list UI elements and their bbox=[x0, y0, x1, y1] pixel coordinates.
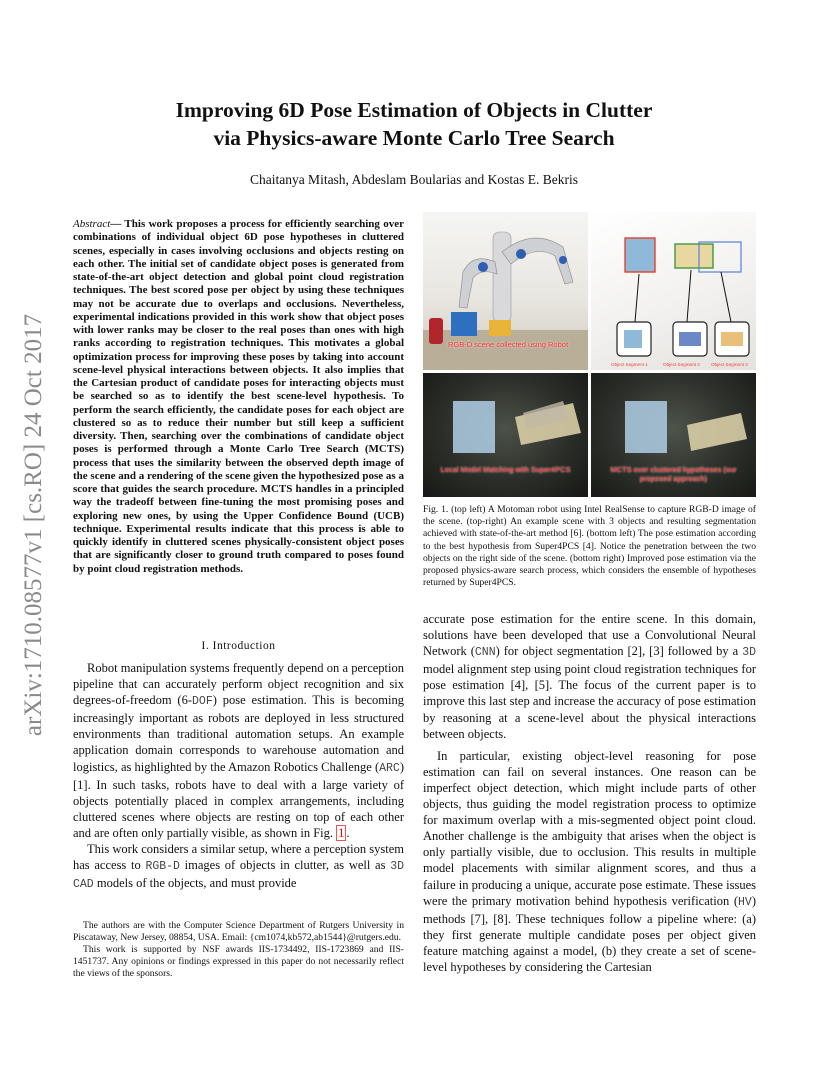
title-line-1: Improving 6D Pose Estimation of Objects in Clutter bbox=[175, 98, 653, 122]
abstract bbox=[73, 218, 404, 576]
arxiv-stamp bbox=[14, 290, 54, 760]
acronym-3d: 3D bbox=[742, 646, 756, 660]
acronym-3d-cad: 3D CAD bbox=[73, 860, 404, 892]
figure-1 bbox=[423, 212, 756, 497]
segment-label-1: Object Segment 1 bbox=[611, 362, 648, 367]
super4pcs-illustration bbox=[423, 373, 588, 497]
right-paragraph-1: accurate pose estimation for the entire scene. In this domain, solutions have been developed that use a Convolutional Neural Network (CNN) for object segmentation [2], [3] followed by a 3D model alignment step using point cloud registration techniques for pose estimation [4], [5]. The focus of the current paper is to improve this last step and increase the accuracy of pose estimation by reasoning at a scene-level about the physical interactions between objects. bbox=[423, 612, 756, 741]
acronym-rgbd: RGB-D bbox=[145, 860, 180, 874]
arxiv-stamp-text: arXiv:1710.08577v1 [cs.RO] 24 Oct 2017 bbox=[20, 313, 47, 737]
figure-panel-segmentation bbox=[591, 212, 756, 370]
intro-paragraph-1: Robot manipulation systems frequently depend on a perception pipeline that can accurately perform object recognition and six degrees-of-freedom (6-DOF) pose estimation. This is becoming increasingly important as robots are deployed in less structured environments than traditional automation setups. An example application domain corresponds to warehouse automation and logistics, as highlighted by the Amazon Robotics Challenge (ARC) [1]. In such tasks, robots have to deal with a large variety of objects potentially placed in complex arrangements, including cluttered scenes where objects are resting on top of each other and are often only partially visible, as shown in Fig. 1 . bbox=[73, 661, 404, 840]
acronym-dof: DOF bbox=[192, 695, 213, 709]
acronym-arc: ARC bbox=[379, 761, 400, 775]
panel-robot-label: RGB-D scene collected using Robot bbox=[447, 340, 569, 349]
panel-mcts-label: MCTS over clustered hypotheses (our proposed approach) bbox=[610, 465, 737, 483]
intro-text-right bbox=[423, 611, 756, 975]
acronym-cnn: CNN bbox=[474, 646, 496, 660]
footnotes bbox=[73, 920, 404, 980]
figure-1-link[interactable]: 1 bbox=[338, 825, 345, 840]
segment-label-2: Object Segment 2 bbox=[663, 362, 700, 367]
right-paragraph-2: In particular, existing object-level reasoning for pose estimation can fail on several instances. One reason can be imperfect object detection, which might include parts of other objects, thus guiding the model registration process to optimize for maximum overlap with a mis-segmented object point cloud. Another challenge is the ambiguity that arises when the object is only partially visible, due to occlusion. This results in multiple model placements with similar alignment scores, and thus a failure in producing a unique, accurate pose estimate. These issues were the primary motivation behind hypothesis verification (HV) methods [7], [8]. These techniques follow a pipeline where: (a) they first generate multiple candidate poses per object given feature matching against a model, (b) they create a set of scene-level hypotheses by considering the Cartesian bbox=[423, 748, 756, 974]
paper-title bbox=[60, 96, 768, 152]
section-heading-introduction: I. Introduction bbox=[201, 640, 276, 652]
segment-label-3: Object Segment 3 bbox=[711, 362, 748, 367]
segmentation-illustration bbox=[591, 212, 756, 370]
abstract-label: Abstract bbox=[73, 218, 111, 230]
figure-panel-mcts bbox=[591, 373, 756, 497]
footnote-affiliation: The authors are with the Computer Science Department of Rutgers University in Piscataway, New Jersey, 08854, USA. Email: {cm1074,kb572,ab1544}@rutgers.edu. bbox=[73, 920, 404, 943]
figure-panel-robot bbox=[423, 212, 588, 370]
acronym-hv: HV bbox=[738, 895, 752, 909]
panel-super4pcs-label: Local Model Matching with Super4PCS bbox=[440, 465, 571, 474]
intro-text-left bbox=[73, 660, 404, 893]
title-line-2: via Physics-aware Monte Carlo Tree Search bbox=[213, 126, 615, 150]
figure-1-caption: Fig. 1. (top left) A Motoman robot using Intel RealSense to capture RGB-D image of the scene. (top-right) An example scene with 3 objects and resulting segmentation achieved with state-of-the-art method [6]. (bottom left) The pose estimation according to the best hypothesis from Super4PCS [4]. Notice the penetration between the two objects on the right side of the scene. (bottom right) Improved pose estimation via the proposed physics-aware search process, which considers the ensemble of hypotheses returned by Super4PCS. bbox=[423, 504, 756, 589]
footnote-funding: This work is supported by NSF awards IIS-1734492, IIS-1723869 and IIS-1451737. Any opinions or findings expressed in this paper do not necessarily reflect the views of the sponsors. bbox=[73, 944, 404, 979]
intro-paragraph-2: This work considers a similar setup, where a perception system has access to RGB-D images of objects in clutter, as well as 3D CAD models of the objects, and must provide bbox=[73, 842, 404, 892]
authors: Chaitanya Mitash, Abdeslam Boularias and Kostas E. Bekris bbox=[249, 172, 579, 187]
abstract-text: — This work proposes a process for efficiently searching over combinations of individual object 6D pose hypotheses in cluttered scenes, especially in cases involving occlusions and objects resting on each other. The initial set of candidate object poses is generated from state-of-the-art object detection and global point cloud registration techniques. The best scored pose per object by using these techniques may not be accurate due to overlaps and occlusions. Nevertheless, experimental indications provided in this work show that object poses with lower ranks may be closer to the real poses than ones with high ranks according to registration techniques. This motivates a global optimization process for improving these poses by taking into account scene-level physical interactions between objects. It also implies that the Cartesian product of candidate poses for interacting objects must be searched so as to identify the best scene-level hypothesis. To perform the search efficiently, the candidate poses for each object are clustered so as to reduce their number but still keep a sufficient diversity. Then, searching over the combinations of candidate object poses is performed through a Monte Carlo Tree Search (MCTS) process that uses the similarity between the observed depth image of the scene and a rendering of the scene given the hypothesized pose as a score that guides the search procedure. MCTS handles in a principled way the tradeoff between fine-tuning the most promising poses and exploring new ones, by using the Upper Confidence Bound (UCB) technique. Experimental results indicate that this process is able to quickly identify in cluttered scenes physically-consistent object poses that are significantly closer to ground truth compared to poses found by point cloud registration methods. bbox=[73, 218, 404, 575]
figure-panel-super4pcs bbox=[423, 373, 588, 497]
